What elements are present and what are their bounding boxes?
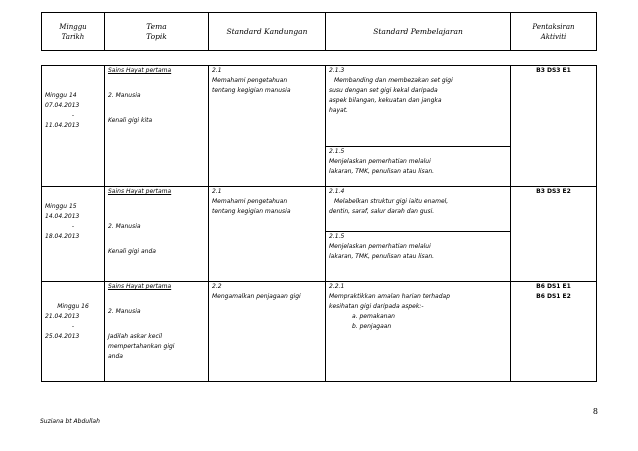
sp-text-line: Melabelkan struktur gigi iaitu enamel,	[334, 198, 449, 205]
sk-text-line: Memahami pengetahuan	[212, 198, 288, 205]
topik-label: Kenali gigi anda	[108, 248, 156, 255]
week-start-date: 21.04.2013	[45, 313, 80, 320]
standard-pembelajaran-cell	[326, 187, 511, 282]
topik-label: anda	[108, 353, 123, 360]
sp-text-line: Menjelaskan pemerhatian melalui	[329, 158, 431, 165]
standard-pembelajaran-cell	[326, 66, 511, 187]
sp-code: 2.1.3	[329, 67, 345, 74]
header-minggu: Minggu	[59, 22, 87, 31]
week-end-date: 11.04.2013	[45, 122, 80, 129]
sp-text-line: kesihatan gigi daripada aspek:-	[329, 303, 424, 310]
sp-subsection	[326, 231, 510, 262]
author-footer: Suziana bt Abdullah	[40, 418, 100, 425]
pentaksiran-cell	[511, 282, 597, 382]
date-separator: -	[71, 112, 75, 119]
topic-cell	[105, 282, 209, 382]
header-aktiviti: Aktiviti	[540, 32, 567, 41]
week-end-date: 25.04.2013	[45, 333, 80, 340]
topic-cell	[105, 187, 209, 282]
header-tema: Tema	[146, 21, 167, 31]
topik-label: Jadilah askar kecil	[108, 333, 163, 340]
sk-text-line: tentang kegigian manusia	[212, 208, 291, 215]
sp-code: 2.1.5	[329, 233, 345, 240]
sp-text-line: susu dengan set gigi kekal daripada	[329, 87, 438, 94]
standard-kandungan-cell	[209, 187, 326, 282]
header-pentaksiran-aktiviti	[511, 13, 597, 51]
header-tema-topik	[105, 13, 209, 51]
week-cell	[42, 282, 105, 382]
date-separator: -	[71, 223, 75, 230]
sp-code: 2.1.4	[329, 188, 345, 195]
header-standard-pembelajaran: Standard Pembelajaran	[326, 13, 511, 51]
week-cell	[42, 187, 105, 282]
header-tarikh: Tarikh	[61, 32, 85, 41]
week-end-date: 18.04.2013	[45, 233, 80, 240]
sk-code: 2.1	[212, 188, 222, 195]
table-row	[42, 282, 597, 382]
bidang-label: 2. Manusia	[108, 223, 141, 230]
tema-label: Sains Hayat pertama	[108, 188, 172, 195]
table-row	[42, 66, 597, 187]
standard-kandungan-cell	[209, 66, 326, 187]
sk-code: 2.2	[212, 283, 222, 290]
bidang-label: 2. Manusia	[108, 308, 141, 315]
sp-text-line: dentin, saraf, salur darah dan gusi.	[329, 208, 435, 215]
sk-text-line: tentang kegigian manusia	[212, 87, 291, 94]
tema-label: Sains Hayat pertama	[108, 283, 172, 290]
topic-cell	[105, 66, 209, 187]
week-start-date: 07.04.2013	[45, 102, 80, 109]
standard-kandungan-cell	[209, 282, 326, 382]
pentaksiran-cell	[511, 187, 597, 282]
pentaksiran-code: B3 DS3 E1	[536, 67, 571, 74]
page-number: 8	[592, 407, 598, 416]
pentaksiran-cell	[511, 66, 597, 187]
sp-code: 2.2.1	[329, 283, 345, 290]
sp-text-line: b. penjagaan	[352, 323, 392, 330]
sp-subsection	[326, 146, 510, 177]
sp-text-line: lakaran, TMK, penulisan atau lisan.	[329, 253, 435, 260]
week-label: Minggu 14	[45, 92, 77, 99]
sp-text-line: Mempraktikkan amalan harian terhadap	[329, 293, 451, 300]
sp-code: 2.1.5	[329, 148, 345, 155]
week-label: Minggu 16	[57, 303, 89, 310]
topik-label: Kenali gigi kita	[108, 117, 153, 124]
sp-text-line: Membanding dan membezakan set gigi	[334, 77, 453, 84]
tema-label: Sains Hayat pertama	[108, 67, 172, 74]
week-cell	[42, 66, 105, 187]
sp-text-line: aspek bilangan, kekuatan dan jangka	[329, 97, 442, 104]
sk-code: 2.1	[212, 67, 222, 74]
sp-text-line: Menjelaskan pemerhatian melalui	[329, 243, 431, 250]
content-table	[41, 65, 597, 382]
week-label: Minggu 15	[45, 203, 77, 210]
week-start-date: 14.04.2013	[45, 213, 80, 220]
header-pentaksiran: Pentaksiran	[532, 22, 575, 31]
header-topik: Topik	[146, 31, 167, 41]
header-standard-kandungan: Standard Kandungan	[209, 13, 326, 51]
date-separator: -	[71, 323, 75, 330]
pentaksiran-code: B6 DS1 E2	[536, 293, 571, 300]
pentaksiran-code: B6 DS1 E1	[536, 283, 571, 290]
header-table	[41, 12, 597, 51]
table-row	[42, 187, 597, 282]
topik-label: mempertahankan gigi	[108, 343, 175, 350]
sp-text-line: a. pemakanan	[352, 313, 395, 320]
sk-text-line: Memahami pengetahuan	[212, 77, 288, 84]
sp-text-line: lakaran, TMK, penulisan atau lisan.	[329, 168, 435, 175]
bidang-label: 2. Manusia	[108, 92, 141, 99]
pentaksiran-code: B3 DS3 E2	[536, 188, 571, 195]
header-minggu-tarikh	[42, 13, 105, 51]
sp-text-line: hayat.	[329, 107, 348, 114]
standard-pembelajaran-cell	[326, 282, 511, 382]
sk-text-line: Mengamalkan penjagaan gigi	[212, 293, 301, 300]
